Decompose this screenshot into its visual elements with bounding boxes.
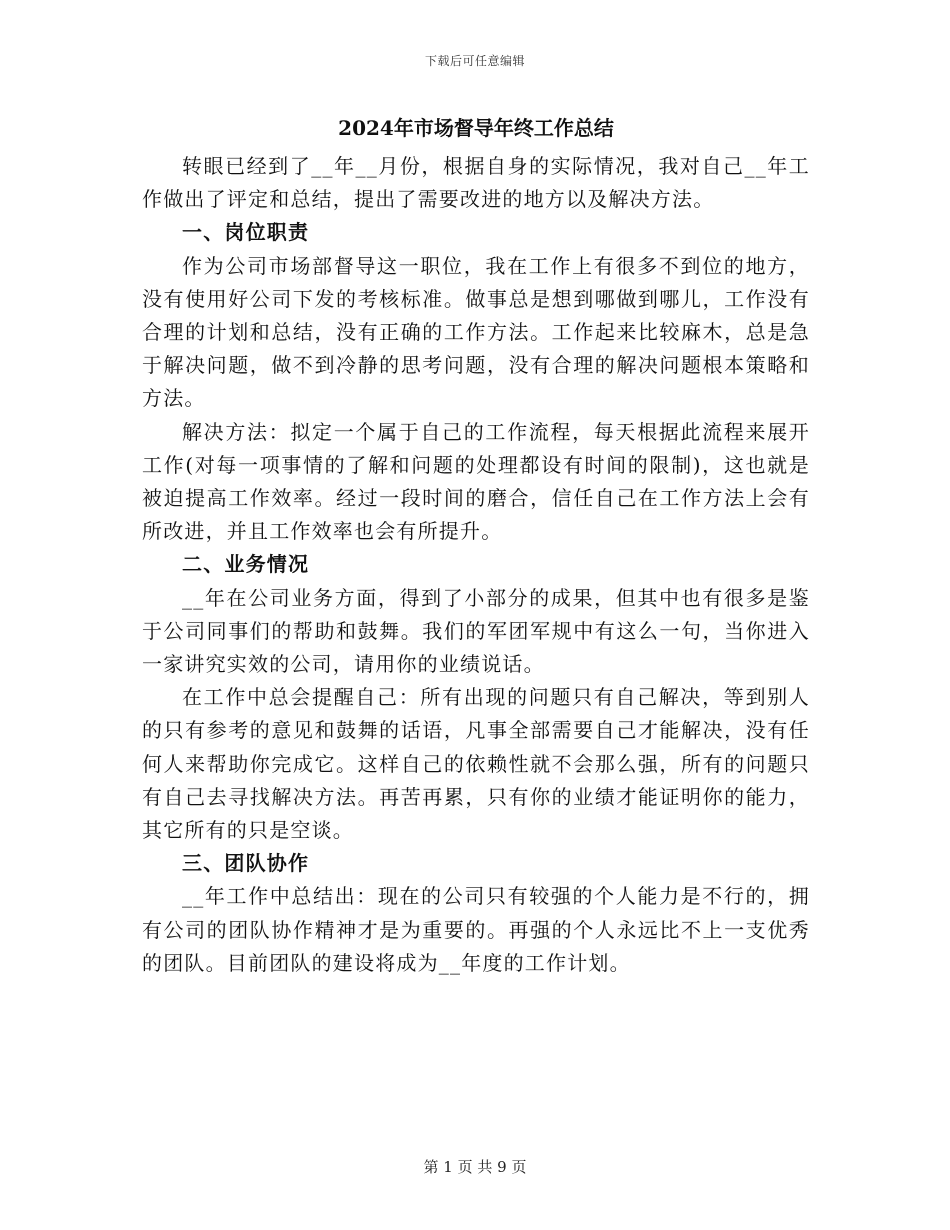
- page-indicator: 第 1 页 共 9 页: [423, 1158, 527, 1176]
- section-paragraph: __年工作中总结出：现在的公司只有较强的个人能力是不行的，拥有公司的团队协作精神才是为重要的。再强的个人永远比不上一支优秀的团队。目前团队的建设将成为__年度的工作计划。: [142, 884, 810, 975]
- section-heading: 三、团队协作: [182, 851, 310, 876]
- section-heading: 二、业务情况: [182, 552, 310, 577]
- document-body: [142, 112, 810, 980]
- section-teamwork: [142, 847, 810, 980]
- section-business: [142, 548, 810, 847]
- header-note: 下载后可任意编辑: [424, 54, 525, 68]
- section-heading: 一、岗位职责: [182, 220, 310, 245]
- intro-paragraph: 转眼已经到了__年__月份，根据自身的实际情况，我对自己__年工作做出了评定和总结，提出了需要改进的地方以及解决方法。: [142, 154, 810, 212]
- section-paragraph: 作为公司市场部督导这一职位，我在工作上有很多不到位的地方，没有使用好公司下发的考核标准。做事总是想到哪做到哪儿，工作没有合理的计划和总结，没有正确的工作方法。工作起来比较麻木，总是急于解决问题，做不到冷静的思考问题，没有合理的解决问题根本策略和方法。: [142, 253, 810, 411]
- document-title: 2024年市场督导年终工作总结: [338, 116, 614, 140]
- section-job-duties: [142, 216, 810, 548]
- section-paragraph: 解决方法：拟定一个属于自己的工作流程，每天根据此流程来展开工作(对每一项事情的了解和问题的处理都设有时间的限制)，这也就是被迫提高工作效率。经过一段时间的磨合，信任自己在工作方法上会有所改进，并且工作效率也会有所提升。: [142, 419, 810, 544]
- section-paragraph: __年在公司业务方面，得到了小部分的成果，但其中也有很多是鉴于公司同事们的帮助和鼓舞。我们的军团军规中有这么一句，当你进入一家讲究实效的公司，请用你的业绩说话。: [142, 585, 810, 677]
- section-paragraph: 在工作中总会提醒自己：所有出现的问题只有自己解决，等到别人的只有参考的意见和鼓舞的话语，凡事全部需要自己才能解决，没有任何人来帮助你完成它。这样自己的依赖性就不会那么强，所有的问题只有自己去寻找解决方法。再苦再累，只有你的业绩才能证明你的能力，其它所有的只是空谈。: [142, 685, 810, 843]
